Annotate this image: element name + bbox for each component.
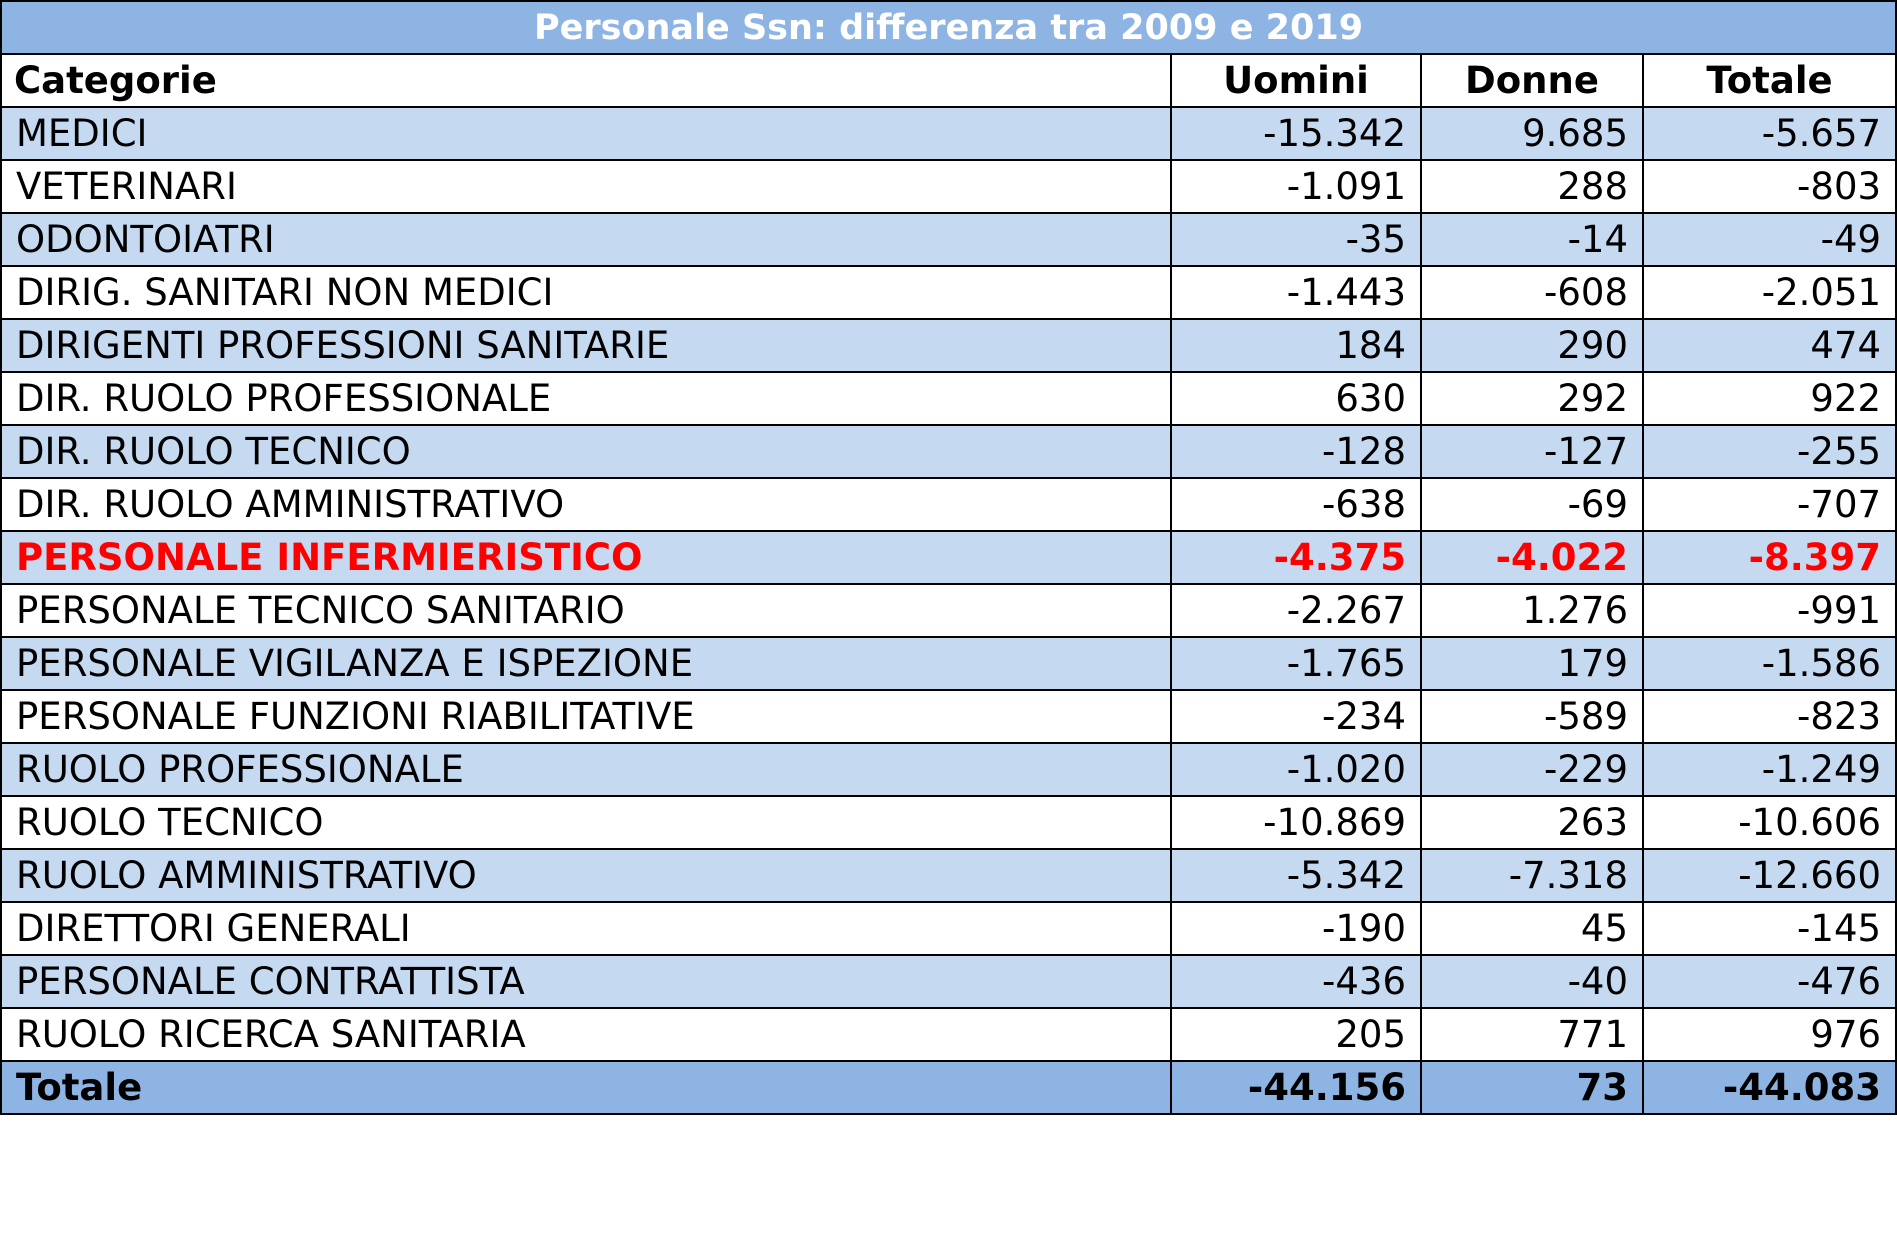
- table-row: [1, 796, 1896, 849]
- cell-totale: -10.606: [1643, 796, 1896, 849]
- table-row: [1, 372, 1896, 425]
- cell-donne: -4.022: [1421, 531, 1643, 584]
- cell-categoria: PERSONALE CONTRATTISTA: [1, 955, 1171, 1008]
- cell-categoria: RUOLO AMMINISTRATIVO: [1, 849, 1171, 902]
- cell-totale: -823: [1643, 690, 1896, 743]
- cell-uomini: -15.342: [1171, 107, 1421, 160]
- header-donne: Donne: [1421, 54, 1643, 107]
- total-row: [1, 1061, 1896, 1114]
- cell-uomini: -10.869: [1171, 796, 1421, 849]
- cell-donne: -40: [1421, 955, 1643, 1008]
- cell-totale: 922: [1643, 372, 1896, 425]
- cell-donne: 290: [1421, 319, 1643, 372]
- cell-uomini: -638: [1171, 478, 1421, 531]
- cell-donne: 9.685: [1421, 107, 1643, 160]
- cell-totale: -12.660: [1643, 849, 1896, 902]
- cell-donne: 292: [1421, 372, 1643, 425]
- cell-uomini: -4.375: [1171, 531, 1421, 584]
- cell-categoria: DIR. RUOLO TECNICO: [1, 425, 1171, 478]
- table-row: [1, 902, 1896, 955]
- cell-totale: -991: [1643, 584, 1896, 637]
- cell-categoria: MEDICI: [1, 107, 1171, 160]
- cell-categoria: PERSONALE TECNICO SANITARIO: [1, 584, 1171, 637]
- table-row: [1, 637, 1896, 690]
- cell-categoria: DIR. RUOLO AMMINISTRATIVO: [1, 478, 1171, 531]
- table-row: [1, 478, 1896, 531]
- cell-totale: -2.051: [1643, 266, 1896, 319]
- cell-totale: -476: [1643, 955, 1896, 1008]
- cell-categoria: DIR. RUOLO PROFESSIONALE: [1, 372, 1171, 425]
- cell-categoria: RUOLO TECNICO: [1, 796, 1171, 849]
- total-label: Totale: [1, 1061, 1171, 1114]
- cell-categoria: RUOLO PROFESSIONALE: [1, 743, 1171, 796]
- table-row: [1, 531, 1896, 584]
- table-row: [1, 849, 1896, 902]
- cell-totale: -707: [1643, 478, 1896, 531]
- table-row: [1, 213, 1896, 266]
- header-totale: Totale: [1643, 54, 1896, 107]
- cell-uomini: -35: [1171, 213, 1421, 266]
- cell-uomini: -1.091: [1171, 160, 1421, 213]
- cell-categoria: PERSONALE INFERMIERISTICO: [1, 531, 1171, 584]
- cell-categoria: PERSONALE VIGILANZA E ISPEZIONE: [1, 637, 1171, 690]
- table-row: [1, 160, 1896, 213]
- cell-donne: 45: [1421, 902, 1643, 955]
- cell-totale: -145: [1643, 902, 1896, 955]
- cell-totale: 976: [1643, 1008, 1896, 1061]
- cell-categoria: PERSONALE FUNZIONI RIABILITATIVE: [1, 690, 1171, 743]
- table-row: [1, 107, 1896, 160]
- total-donne: 73: [1421, 1061, 1643, 1114]
- table-row: [1, 584, 1896, 637]
- header-categorie: Categorie: [1, 54, 1171, 107]
- header-row: [1, 54, 1896, 107]
- cell-uomini: 630: [1171, 372, 1421, 425]
- table-row: [1, 1008, 1896, 1061]
- table-row: [1, 319, 1896, 372]
- table-row: [1, 425, 1896, 478]
- cell-totale: -255: [1643, 425, 1896, 478]
- table-row: [1, 743, 1896, 796]
- cell-donne: -14: [1421, 213, 1643, 266]
- cell-donne: 771: [1421, 1008, 1643, 1061]
- cell-uomini: -2.267: [1171, 584, 1421, 637]
- cell-totale: -1.586: [1643, 637, 1896, 690]
- cell-donne: -69: [1421, 478, 1643, 531]
- cell-totale: -5.657: [1643, 107, 1896, 160]
- cell-uomini: -234: [1171, 690, 1421, 743]
- cell-donne: 179: [1421, 637, 1643, 690]
- cell-categoria: DIRIG. SANITARI NON MEDICI: [1, 266, 1171, 319]
- cell-donne: -229: [1421, 743, 1643, 796]
- cell-categoria: DIRIGENTI PROFESSIONI SANITARIE: [1, 319, 1171, 372]
- cell-donne: 1.276: [1421, 584, 1643, 637]
- cell-donne: 263: [1421, 796, 1643, 849]
- cell-categoria: RUOLO RICERCA SANITARIA: [1, 1008, 1171, 1061]
- cell-uomini: 205: [1171, 1008, 1421, 1061]
- cell-totale: -803: [1643, 160, 1896, 213]
- cell-categoria: ODONTOIATRI: [1, 213, 1171, 266]
- cell-totale: -1.249: [1643, 743, 1896, 796]
- cell-donne: -608: [1421, 266, 1643, 319]
- cell-categoria: VETERINARI: [1, 160, 1171, 213]
- cell-donne: -589: [1421, 690, 1643, 743]
- cell-uomini: -128: [1171, 425, 1421, 478]
- cell-uomini: -1.020: [1171, 743, 1421, 796]
- cell-totale: -49: [1643, 213, 1896, 266]
- table-row: [1, 955, 1896, 1008]
- cell-uomini: -5.342: [1171, 849, 1421, 902]
- cell-uomini: 184: [1171, 319, 1421, 372]
- cell-donne: -127: [1421, 425, 1643, 478]
- table-row: [1, 690, 1896, 743]
- header-uomini: Uomini: [1171, 54, 1421, 107]
- table-body: [1, 107, 1896, 1061]
- cell-uomini: -190: [1171, 902, 1421, 955]
- cell-uomini: -1.443: [1171, 266, 1421, 319]
- title-row: [1, 1, 1896, 54]
- cell-totale: -8.397: [1643, 531, 1896, 584]
- cell-donne: -7.318: [1421, 849, 1643, 902]
- total-totale: -44.083: [1643, 1061, 1896, 1114]
- cell-uomini: -1.765: [1171, 637, 1421, 690]
- cell-categoria: DIRETTORI GENERALI: [1, 902, 1171, 955]
- table-row: [1, 266, 1896, 319]
- cell-uomini: -436: [1171, 955, 1421, 1008]
- total-uomini: -44.156: [1171, 1061, 1421, 1114]
- cell-totale: 474: [1643, 319, 1896, 372]
- table-title: Personale Ssn: differenza tra 2009 e 2019: [1, 1, 1896, 54]
- cell-donne: 288: [1421, 160, 1643, 213]
